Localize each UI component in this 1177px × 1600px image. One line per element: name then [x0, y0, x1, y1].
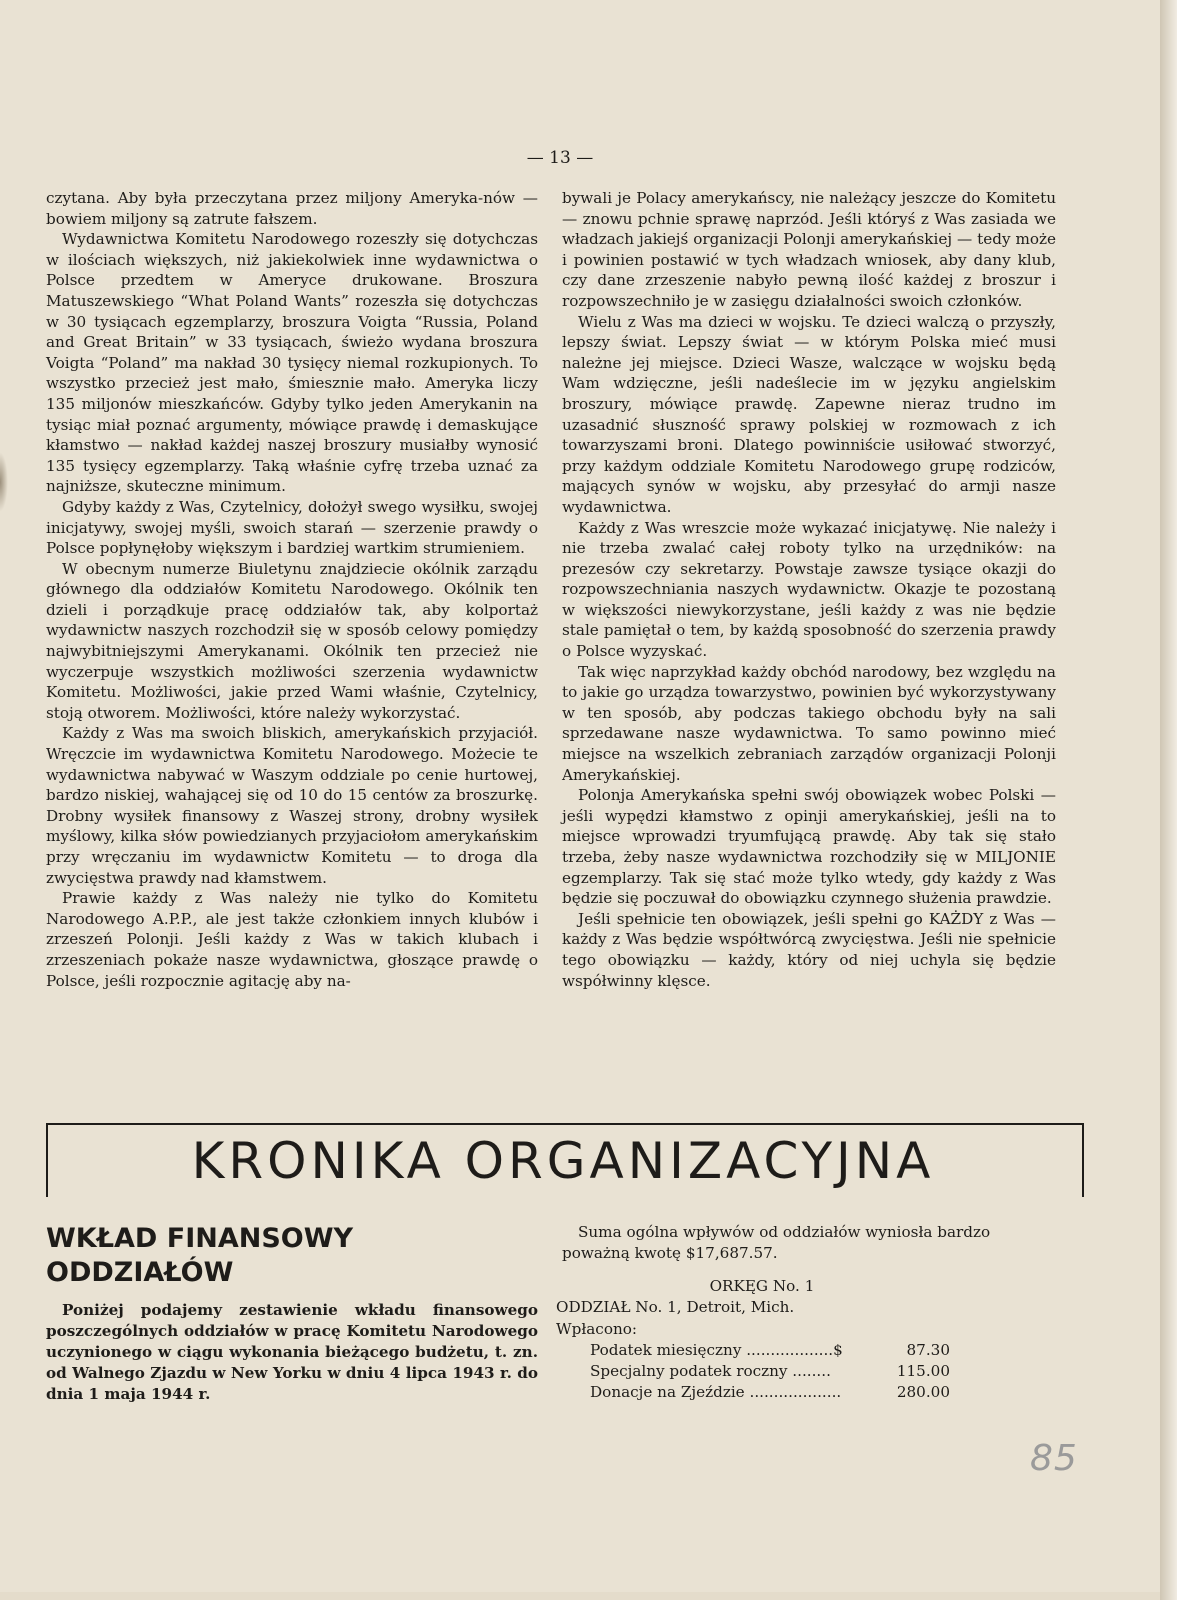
- heading-line: WKŁAD FINANSOWY: [46, 1223, 354, 1254]
- paragraph: czytana. Aby była przeczytana przez miljony Ameryka-nów — bowiem miljony są zatrute fałszem.: [46, 189, 538, 228]
- paragraph: Wydawnictwa Komitetu Narodowego rozeszły się dotychczas w ilościach większych, niż jakiekolwiek inne wydawnictwa o Polsce przedtem w Ameryce drukowane. Broszura Matuszewskiego “What Poland Wants” rozeszła się dotychczas w 30 tysiącach egzemplarzy, broszura Voigta “Russia, Poland and Great Britain” w 33 tysiącach, świeżo wydana broszura Voigta “Poland” ma nakład 30 tysięcy niemal rozkupionych. To wszystko przecież jest mało, śmiesznie mało. Ameryka liczy 135 miljonów mieszkańców. Gdyby tylko jeden Amerykanin na tysiąc miał poznać argumenty, mówiące prawdę i demaskujące kłamstwo — nakład każdej naszej broszury musiałby wynosić 135 tysięcy egzemplarzy. Taką właśnie cyfrę trzeba uznać za najniższe, skuteczne minimum.: [46, 230, 538, 496]
- intro-paragraph: Poniżej podajemy zestawienie wkładu finansowego poszczególnych oddziałów w pracę Komitetu Narodowego uczynionego w ciągu wykonania bieżącego budżetu, t. zn. od Walnego Zjazdu w New Yorku w dniu 4 lipca 1943 r. do dnia 1 maja 1944 r.: [46, 1301, 538, 1403]
- paragraph: bywali je Polacy amerykańscy, nie należący jeszcze do Komitetu — znowu pchnie sprawę naprzód. Jeśli któryś z Was zasiada we władzach jakiejś organizacji Polonji amerykańskiej — tedy może i powinien postawić w tych władzach wniosek, aby dany klub, czy dane zrzeszenie nabyło pewną ilość każdej z broszur i rozpowszechniło je w zasięgu działalności swoich członków.: [562, 189, 1056, 310]
- paragraph: Jeśli spełnicie ten obowiązek, jeśli spełni go KAŻDY z Was — każdy z Was będzie współtwórcą zwycięstwa. Jeśli nie spełnicie tego obowiązku — każdy, który od niej uchyla się będzie współwinny klęsce.: [562, 909, 1056, 990]
- payment-amount: 87.30: [906, 1341, 950, 1359]
- payment-amount: 115.00: [896, 1362, 950, 1380]
- paragraph: Każdy z Was ma swoich bliskich, amerykańskich przyjaciół. Wręczcie im wydawnictwa Komitetu Narodowego. Możecie te wydawnictwa nabywać w Waszym oddziale po cenie hurtowej, bardzo niskiej, wahającej się od 10 do 15 centów za broszurkę. Drobny wysiłek finansowy z Waszej strony, drobny wysiłek myślowy, kilka słów powiedzianych przyjaciołom amerykańskim przy wręczaniu im wydawnictw Komitetu — to droga dla zwycięstwa prawdy nad kłamstwem.: [46, 724, 538, 887]
- branch-label: ODDZIAŁ No. 1, Detroit, Mich.: [556, 1298, 795, 1316]
- payment-row: [590, 1382, 950, 1403]
- heading-line: ODDZIAŁÓW: [46, 1257, 234, 1288]
- left-column: [46, 188, 538, 991]
- right-column: [562, 188, 1056, 991]
- scan-mark: [0, 452, 8, 512]
- payment-row: [590, 1361, 950, 1382]
- district-label: ORKĘG No. 1: [709, 1277, 815, 1295]
- payment-row: [590, 1340, 950, 1361]
- payments-list: [590, 1340, 950, 1403]
- page-edge-shadow: [1160, 0, 1177, 1600]
- paragraph: Tak więc naprzykład każdy obchód narodowy, bez względu na to jakie go urządza towarzystwo, powinien być wykorzystywany w ten sposób, aby podczas takiego obchodu były na sali sprzedawane nasze wydawnictwa. To samo powinno mieć miejsce na wszelkich zebraniach zarządów organizacji Polonji Amerykańskiej.: [562, 662, 1056, 784]
- payment-label: Specjalny podatek roczny ........: [590, 1362, 831, 1380]
- payment-amount: 280.00: [896, 1383, 950, 1401]
- paid-label: Wpłacono:: [556, 1320, 638, 1338]
- page-number: — 13 —: [526, 148, 594, 168]
- paragraph: Polonja Amerykańska spełni swój obowiązek wobec Polski — jeśli wypędzi kłamstwo z opinji amerykańskiej, jeśli na to miejsce wprowadzi tryumfującą prawdę. Aby tak się stało trzeba, żeby nasze wydawnictwa rozchodziły się w MILJONIE egzemplarzy. Tak się stać może tylko wtedy, gdy każdy z Was będzie się poczuwał do obowiązku czynnego służenia prawdzie.: [562, 786, 1056, 908]
- paragraph: Każdy z Was wreszcie może wykazać inicjatywę. Nie należy i nie trzeba zwalać całej roboty tylko na urzędników: na prezesów czy sekretarzy. Powstaje zawsze tysiące okazji do rozpowszechniania naszych wydawnictw. Okazje te pozostaną w większości niewykorzystane, jeśli każdy z was nie będzie stale pamiętał o tem, by każdą sposobność do szerzenia prawdy o Polsce wyzyskać.: [562, 518, 1056, 661]
- handwritten-page-mark: 85: [1030, 1438, 1078, 1479]
- paragraph: Prawie każdy z Was należy nie tylko do Komitetu Narodowego A.P.P., ale jest także członkiem innych klubów i zrzeszeń Polonji. Jeśli każdy z Was w takich klubach i zrzeszeniach pokaże nasze wydawnictwa, głoszące prawdę o Polsce, jeśli rozpocznie agitację aby na-: [46, 889, 538, 990]
- section-title: KRONIKA ORGANIZACYJNA: [191, 1132, 935, 1190]
- paragraph: Gdyby każdy z Was, Czytelnicy, dołożył swego wysiłku, swojej inicjatywy, swojej myśli, swoich starań — szerzenie prawdy o Polsce popłynęłoby większym i bardziej wartkim strumieniem.: [46, 497, 538, 558]
- payment-label: Donacje na Zjeździe ...................: [590, 1383, 842, 1401]
- payment-label: Podatek miesięczny ..................$: [590, 1341, 843, 1359]
- paragraph: Wielu z Was ma dzieci w wojsku. Te dzieci walczą o przyszły, lepszy świat. Lepszy świat — w którym Polska mieć musi należne jej miejsce. Dzieci Wasze, walczące w wojsku będą Wam wdzięczne, jeśli nadeślecie im w języku angielskim broszury, mówiące prawdę. Zapewne nieraz trudno im uzasadnić słuszność sprawy polskiej w rozmowach z ich towarzyszami broni. Dlatego powinniście usiłować stworzyć, przy każdym oddziale Komitetu Narodowego grupę rodziców, mających synów w wojsku, aby przesyłać do armji nasze wydawnictwa.: [562, 312, 1056, 516]
- summary-paragraph: Suma ogólna wpływów od oddziałów wyniosła bardzo poważną kwotę $17,687.57.: [562, 1223, 991, 1262]
- subsection-heading: [46, 1222, 466, 1290]
- paragraph: W obecnym numerze Biuletynu znajdziecie okólnik zarządu głównego dla oddziałów Komitetu Narodowego. Okólnik ten dzieli i porządkuje pracę oddziałów tak, aby kolportaż wydawnictw naszych rozchodził się w sposób celowy pomiędzy najwybitniejszymi Amerykanami. Okólnik ten przecież nie wyczerpuje wszystkich możliwości szerzenia wydawnictw Komitetu. Możliwości, jakie przed Wami właśnie, Czytelnicy, stoją otworem. Możliwości, które należy wykorzystać.: [46, 559, 538, 722]
